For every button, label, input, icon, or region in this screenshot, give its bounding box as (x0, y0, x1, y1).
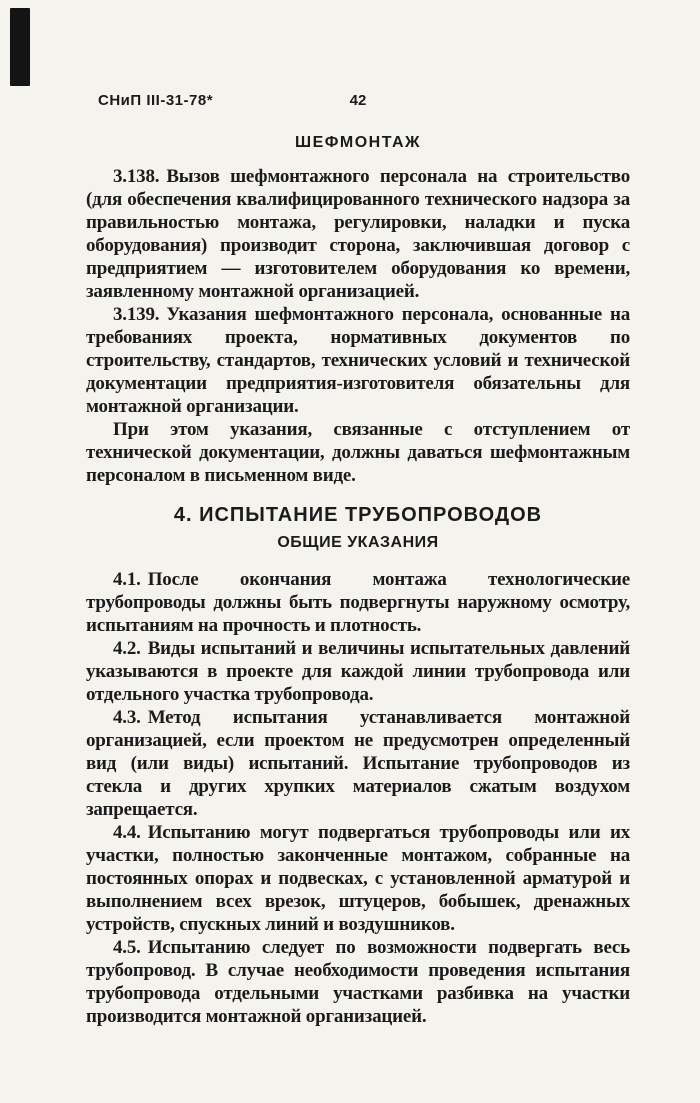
paragraph-3-139 (86, 303, 630, 418)
paragraph-text: Указания шефмонтажного персонала, основанные на требованиях проекта, нормативных документов по строительству, стандартов, технических условий и технической документации предприятия-изготовителя обязательны для монтажной организации. (86, 304, 630, 417)
document-page (86, 92, 630, 1028)
page-number: 42 (349, 92, 367, 109)
paragraph-4-4 (86, 821, 630, 936)
paragraph-text: После окончания монтажа технологические трубопроводы должны быть подвергнуты наружному осмотру, испытаниям на прочность и плотность. (86, 569, 630, 636)
paragraph-number: 3.139. (113, 304, 160, 325)
paragraph-4-2 (86, 637, 630, 706)
shefmontazh-title: ШЕФМОНТАЖ (294, 134, 421, 151)
paragraph-text: Испытанию могут подвергаться трубопроводы или их участки, полностью законченные монтажом, собранные на постоянных опорах и подвесках, с установленной арматурой и выполнением всех врезок, штуцеров, бобышек, дренажных устройств, спускных линий и воздушников. (86, 822, 630, 935)
paragraph-number: 3.138. (113, 166, 160, 187)
paragraph-4-1 (86, 568, 630, 637)
scan-artifact-bar (10, 8, 30, 86)
testing-subtitle: ОБЩИЕ УКАЗАНИЯ (277, 534, 439, 551)
paragraph-text: Испытанию следует по возможности подвергать весь трубопровод. В случае необходимости проведения испытания трубопровода отдельными участками разбивка на участки производится монтажной организацией. (86, 937, 630, 1027)
paragraph-number: 4.3. (113, 707, 141, 728)
paragraph-number: 4.4. (113, 822, 141, 843)
doc-code: СНиП III-31-78* (98, 92, 214, 109)
paragraph-number: 4.2. (113, 638, 141, 659)
testing-title: 4. ИСПЫТАНИЕ ТРУБОПРОВОДОВ (173, 504, 543, 526)
paragraph-number: 4.1. (113, 569, 141, 590)
paragraph-text: При этом указания, связанные с отступлением от технической документации, должны даваться шефмонтажным персоналом в письменном виде. (86, 419, 630, 486)
paragraph-number: 4.5. (113, 937, 141, 958)
section-testing (86, 504, 630, 1028)
paragraph-text: Вызов шефмонтажного персонала на строительство (для обеспечения квалифицированного технического надзора за правильностью монтажа, регулировки, наладки и пуска оборудования) производит сторона, заключившая договор с предприятием — изготовителем оборудования ко времени, заявленному монтажной организацией. (86, 166, 630, 302)
section-shefmontazh (86, 134, 630, 487)
paragraph-text: Метод испытания устанавливается монтажной организацией, если проектом не предусмотрен определенный вид (или виды) испытаний. Испытание трубопроводов из стекла и других хрупких материалов сжатым воздухом запрещается. (86, 707, 630, 820)
paragraph-text: Виды испытаний и величины испытательных давлений указываются в проекте для каждой линии трубопровода или отдельного участка трубопровода. (86, 638, 630, 705)
paragraph-4-5 (86, 936, 630, 1028)
paragraph-4-3 (86, 706, 630, 821)
page-header (86, 92, 630, 110)
paragraph-3-138 (86, 165, 630, 303)
paragraph-pri-etom (86, 418, 630, 487)
